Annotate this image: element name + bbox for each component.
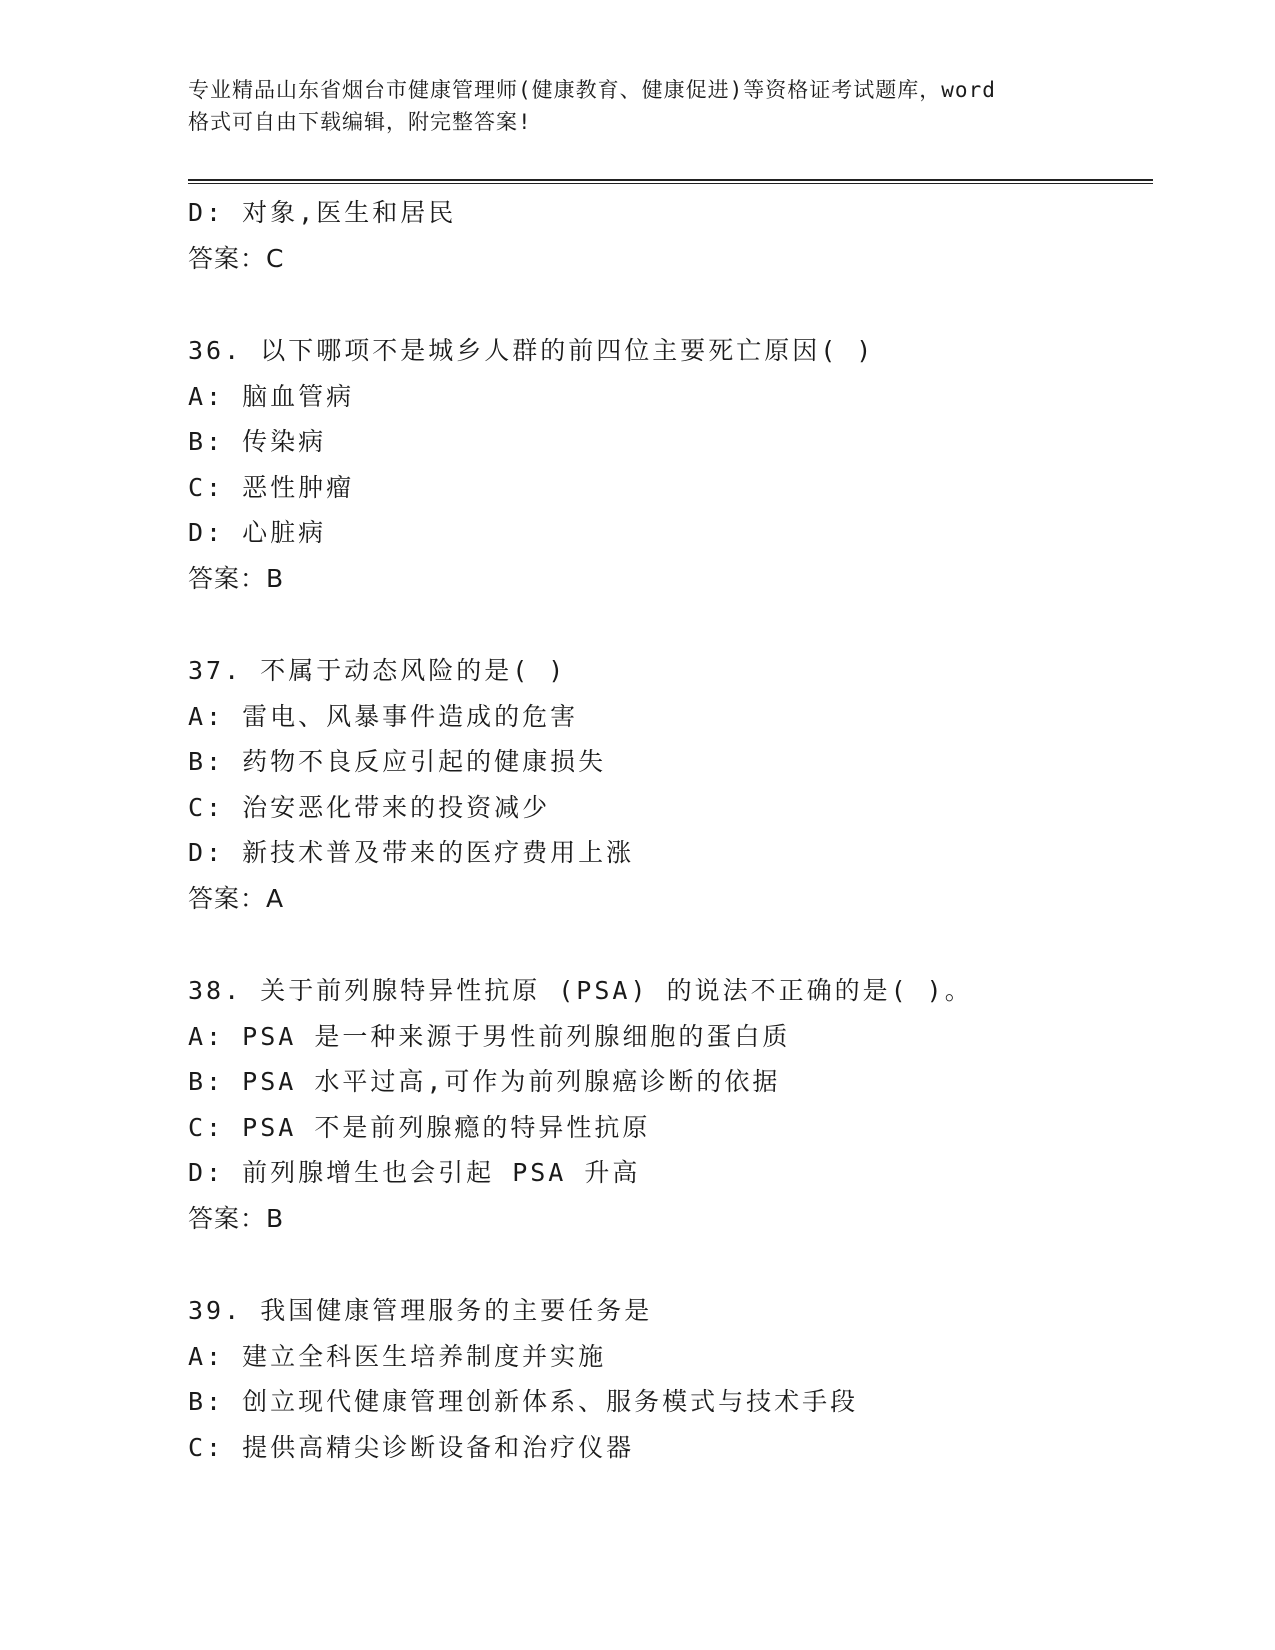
spacer: [188, 281, 1148, 328]
option-c: C: PSA 不是前列腺瘾的特异性抗原: [188, 1112, 651, 1142]
option-d: D: 心脏病: [188, 518, 327, 547]
spacer: [188, 1241, 1148, 1288]
spacer: [188, 921, 1148, 968]
header-rule-thick: [188, 179, 1153, 181]
page-header: [188, 74, 1088, 138]
header-rule-thin: [188, 183, 1153, 184]
question-38: [188, 968, 1148, 1241]
question-stem: 36. 以下哪项不是城乡人群的前四位主要死亡原因( ): [188, 336, 875, 365]
answer-line: 答案：B: [188, 1203, 285, 1233]
spacer: [188, 601, 1148, 648]
option-d: D: 前列腺增生也会引起 PSA 升高: [188, 1158, 641, 1187]
question-list: [188, 190, 1148, 1470]
header-line-1: 专业精品山东省烟台市健康管理师(健康教育、健康促进)等资格证考试题库，word: [188, 78, 996, 102]
question-stem: 37. 不属于动态风险的是( ): [188, 656, 567, 685]
question-stem: 38. 关于前列腺特异性抗原 (PSA) 的说法不正确的是( )。: [188, 976, 973, 1005]
question-stem: 39. 我国健康管理服务的主要任务是: [188, 1296, 653, 1325]
option-a: A: 脑血管病: [188, 381, 355, 411]
question-39: [188, 1288, 1148, 1470]
answer-line: 答案：C: [188, 243, 285, 273]
option-b: B: 药物不良反应引起的健康损失: [188, 747, 607, 776]
answer-line: 答案：A: [188, 883, 285, 913]
option-a: A: 雷电、风暴事件造成的危害: [188, 701, 579, 731]
option-a: A: 建立全科医生培养制度并实施: [188, 1341, 607, 1371]
answer-line: 答案：B: [188, 563, 285, 593]
header-line-2: 格式可自由下载编辑，附完整答案!: [188, 110, 532, 134]
previous-question-tail: [188, 190, 1148, 281]
question-37: [188, 648, 1148, 921]
option-c: C: 治安恶化带来的投资减少: [188, 792, 551, 822]
option-a: A: PSA 是一种来源于男性前列腺细胞的蛋白质: [188, 1021, 791, 1051]
option-d: D: 对象,医生和居民: [188, 198, 457, 227]
option-b: B: 创立现代健康管理创新体系、服务模式与技术手段: [188, 1387, 859, 1416]
option-c: C: 恶性肿瘤: [188, 472, 355, 502]
question-36: [188, 328, 1148, 601]
option-b: B: PSA 水平过高,可作为前列腺癌诊断的依据: [188, 1067, 781, 1096]
option-d: D: 新技术普及带来的医疗费用上涨: [188, 838, 635, 867]
option-c: C: 提供高精尖诊断设备和治疗仪器: [188, 1432, 635, 1462]
option-b: B: 传染病: [188, 427, 327, 456]
